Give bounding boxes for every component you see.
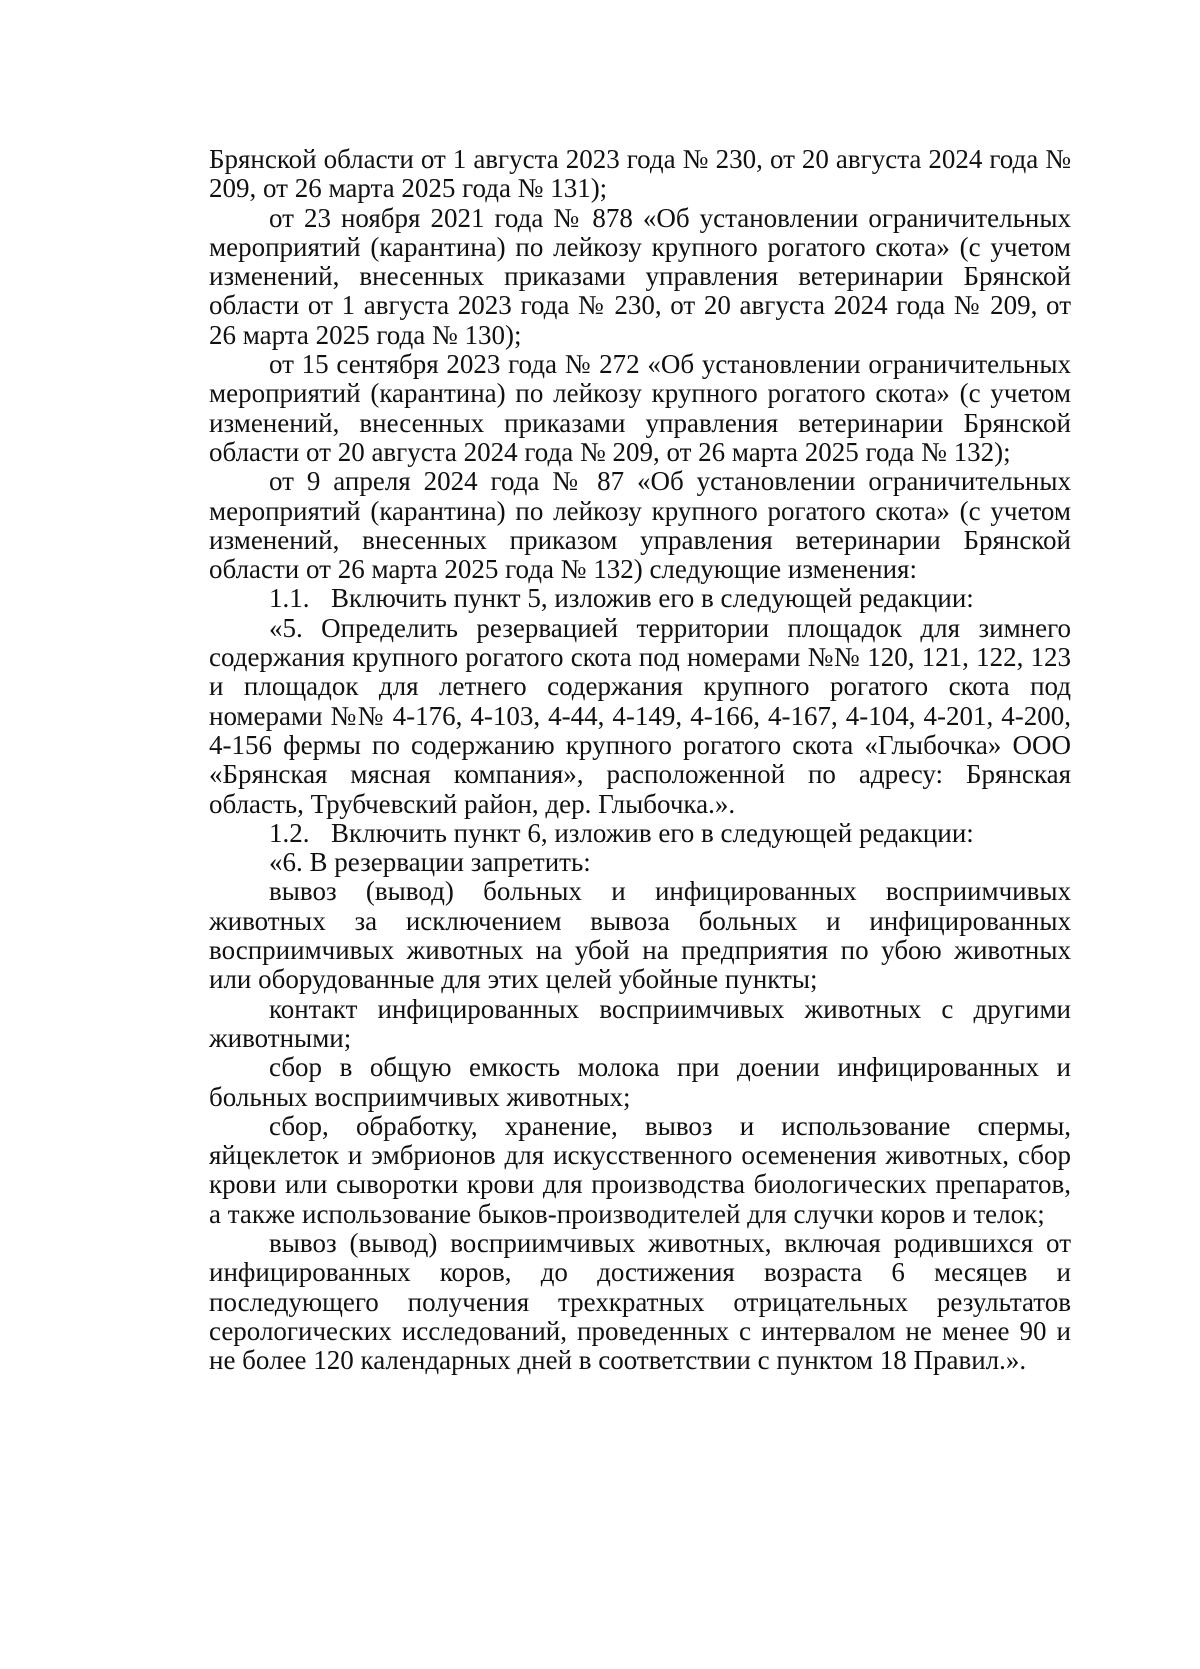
- item-1-1-number: 1.1.: [269, 583, 310, 614]
- paragraph-order-87: от 9 апреля 2024 года № 87 «Об установлении ограничительных мероприятий (карантина) по лейкозу крупного рогатого скота» (с учетом изменений, внесенных приказом управления ветеринарии Брянской области от 26 марта 2025 года № 132) следующие изменения:: [209, 466, 1071, 585]
- paragraph-order-878: от 23 ноября 2021 года № 878 «Об установлении ограничительных мероприятий (карантина) по лейкозу крупного рогатого скота» (с учетом изменений, внесенных приказами управления ветеринарии Брянской области от 1 августа 2023 года № 230, от 20 августа 2024 года № 209, от 26 марта 2025 года № 130);: [209, 202, 1071, 350]
- prohibition-item: сбор, обработку, хранение, вывоз и использование спермы, яйцеклеток и эмбрионов для искусственного осеменения животных, сбор крови или сыворотки крови для производства биологических препаратов, а также использование быков-производителей для случки коров и телок;: [209, 1110, 1071, 1229]
- prohibition-item: сбор в общую емкость молока при доении инфицированных и больных восприимчивых животных;: [209, 1052, 1071, 1112]
- paragraph-continuation: Брянской области от 1 августа 2023 года № 230, от 20 августа 2024 года № 209, от 26 марта 2025 года № 131);: [209, 144, 1071, 204]
- document-body: [209, 145, 1071, 1375]
- prohibition-item: контакт инфицированных восприимчивых животных с другими животными;: [209, 993, 1071, 1053]
- item-1-1-text: Включить пункт 5, изложив его в следующей редакции:: [331, 583, 974, 614]
- paragraph-order-272: от 15 сентября 2023 года № 272 «Об установлении ограничительных мероприятий (карантина) по лейкозу крупного рогатого скота» (с учетом изменений, внесенных приказами управления ветеринарии Брянской области от 20 августа 2024 года № 209, от 26 марта 2025 года № 132);: [209, 349, 1071, 467]
- clause-5: «5. Определить резервацией территории площадок для зимнего содержания крупного рогатого скота под номерами №№ 120, 121, 122, 123 и площадок для летнего содержания крупного рогатого скота под номерами №№ 4-176, 4-103, 4-44, 4-149, 4-166, 4-167, 4-104, 4-201, 4-200, 4-156 фермы по содержанию крупного рогатого скота «Глыбочка» ООО «Брянская мясная компания», расположенной по адресу: Брянская область, Трубчевский район, дер. Глыбочка.».: [209, 612, 1071, 819]
- prohibition-item: вывоз (вывод) больных и инфицированных восприимчивых животных за исключением вывоза больных и инфицированных восприимчивых животных на убой на предприятия по убою животных или оборудованные для этих целей убойные пункты;: [209, 876, 1071, 995]
- item-1-2-number: 1.2.: [269, 817, 310, 848]
- item-1-2-text: Включить пункт 6, изложив его в следующей редакции:: [331, 817, 974, 848]
- item-1-2: [209, 819, 1071, 848]
- prohibition-item: вывоз (вывод) восприимчивых животных, включая родившихся от инфицированных коров, до достижения возраста 6 месяцев и последующего получения трехкратных отрицательных результатов серологических исследований, проведенных с интервалом не менее 90 и не более 120 календарных дней в соответствии с пунктом 18 Правил.».: [209, 1227, 1071, 1376]
- item-1-1: [209, 584, 1071, 613]
- clause-6-heading: «6. В резервации запретить:: [269, 847, 591, 878]
